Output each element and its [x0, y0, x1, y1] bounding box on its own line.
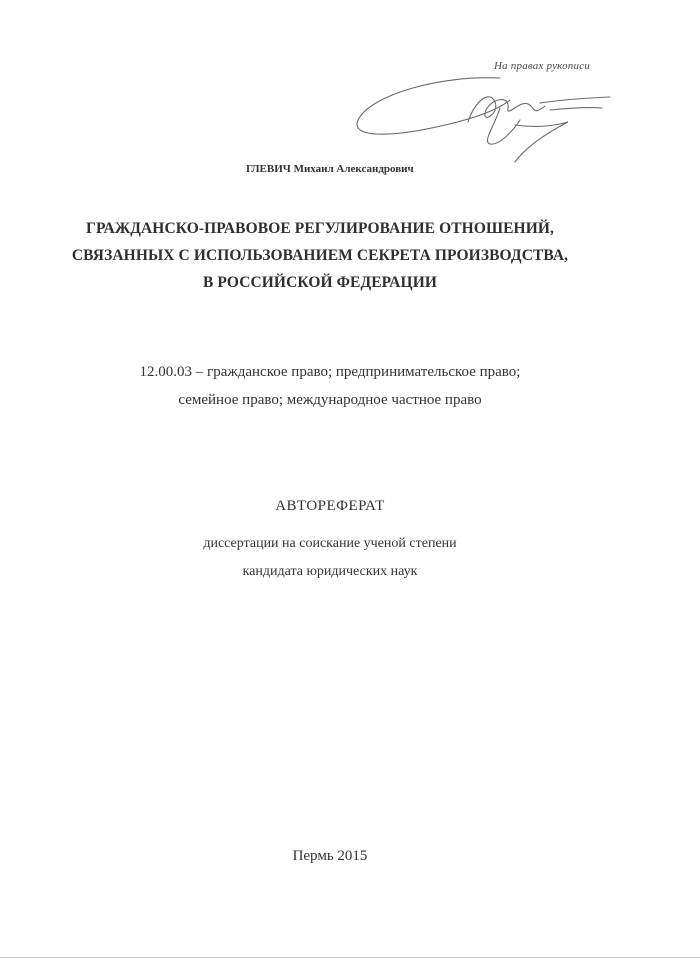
- manuscript-note: На правах рукописи: [494, 60, 590, 72]
- author-name: ГЛЕВИЧ Михаил Александрович: [246, 163, 414, 175]
- document-type: АВТОРЕФЕРАТ: [275, 498, 385, 514]
- degree-line: кандидата юридических наук: [242, 564, 418, 579]
- title-line: В РОССИЙСКОЙ ФЕДЕРАЦИИ: [202, 274, 438, 291]
- handwritten-signature: [350, 70, 620, 170]
- city-year: Пермь 2015: [292, 848, 368, 864]
- degree-description: [0, 530, 660, 586]
- scan-edge-divider: [0, 957, 700, 958]
- specialty-code: [0, 358, 660, 414]
- title-line: СВЯЗАННЫХ С ИСПОЛЬЗОВАНИЕМ СЕКРЕТА ПРОИЗВОДСТВА,: [71, 247, 569, 264]
- specialty-line: семейное право; международное частное право: [178, 392, 482, 408]
- title-line: ГРАЖДАНСКО-ПРАВОВОЕ РЕГУЛИРОВАНИЕ ОТНОШЕНИЙ,: [85, 220, 554, 237]
- degree-line: диссертации на соискание ученой степени: [203, 536, 457, 551]
- dissertation-title: [0, 215, 640, 296]
- specialty-line: 12.00.03 – гражданское право; предпринимательское право;: [139, 364, 521, 380]
